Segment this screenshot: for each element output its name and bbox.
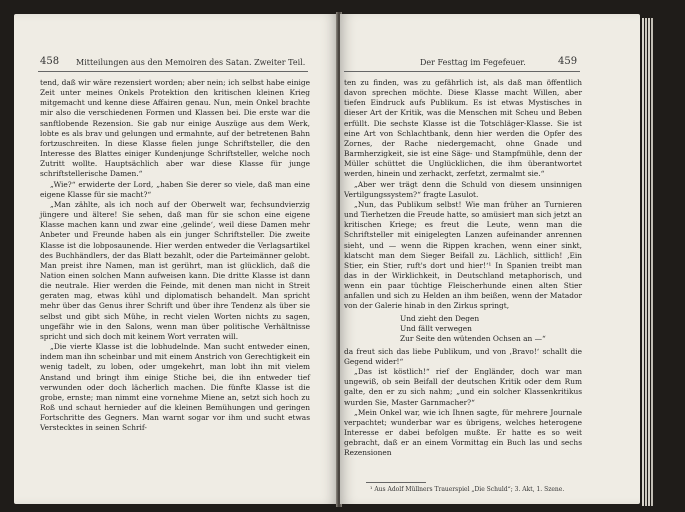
page-edge <box>651 18 653 506</box>
paragraph: „Die vierte Klasse ist die lobhudelnde. Man sucht entweder einen, indem man ihn scheinbar und mit einem Anstrich von Gerechtigkeit ein wenig tadelt, zu loben, oder umgekehrt, man lobt ihn mit vielem Anstand und bringt ihm einige Stiche bei, die ihn entweder tief verwunden oder doch lächerlich machen. Die fünfte Klasse ist die grobe, ernste; man nimmt eine vornehme Miene an, setzt sich hoch zu Roß und schaut hernieder auf die kleinen Bemühungen und geringen Fortschritte des Gegners. Man warnt sogar vor ihm und sucht etwas Verstecktes in seinen Schrif- <box>40 342 310 433</box>
left-page <box>14 14 338 504</box>
paragraph: „Nun, das Publikum selbst! Wie man früher an Turnieren und Tierhetzen die Freude hatte, so amüsiert man sich jetzt an kritischen Kriege; es freut die Leute, wenn man die Schriftsteller mit einigelegten Lanzen aufeinander anrennen sieht, und — wenn die Rippen krachen, wenn einer sinkt, klatscht man dem Sieger Beifall zu. Lächlich, sittlich! ‚Ein Stier, ein Stier, ruft's dort und hier!‘¹ In Spanien treibt man das in der Wirklichkeit, in Deutschland metaphorisch, und wenn ein paar tüchtige Fleischerhunde einen alten Stier anfallen und sich zu Helden an ihm beißen, wenn der Matador von der Galerie hinab in den Zirkus springt, <box>344 199 582 311</box>
header-rule-left <box>38 71 308 72</box>
left-page-text <box>40 78 310 433</box>
verse-line: Und zieht den Degen <box>400 313 480 323</box>
verse-block <box>400 314 582 345</box>
page-number-left: 458 <box>40 56 60 67</box>
paragraph: „Aber wer trägt denn die Schuld von diesem unsinnigen Vertilgungssystem?“ fragte Lasulot. <box>344 179 582 199</box>
page-number-right: 459 <box>558 56 578 67</box>
verse-line: Und fällt verwegen <box>400 324 472 333</box>
page-edge <box>642 18 644 506</box>
paragraph: „Mein Onkel war, wie ich Ihnen sagte, für mehrere Journale verpachtet; wunderbar war es übrigens, welches heterogene Interesse er dabei befolgen mußte. Er hatte es so weit gebracht, daß er an einem Vormittag ein Buch las und sechs Rezensionen <box>344 407 582 458</box>
page-edge <box>648 18 650 506</box>
header-rule-right <box>344 71 580 72</box>
footnote: ¹ Aus Adolf Müllners Trauerspiel „Die Schuld“; 3. Akt, 1. Szene. <box>370 486 565 493</box>
footnote-rule <box>366 482 426 483</box>
paragraph: ten zu finden, was zu gefährlich ist, als daß man öffentlich davon sprechen möchte. Diese Klasse macht Willen, aber tiefen Eindruck aufs Publikum. Es ist etwas Mystisches in dieser Art der Kritik, was die Menschen mit Scheu und Beben erfüllt. Die sechste Klasse ist die Totschläger-Klasse. Sie ist eine Art von Schlachtbank, denn hier werden die Opfer des Zornes, der Rache niedergemacht, ohne Gnade und Barmherzigkeit, sie ist eine Säge- und Stampfmühle, denn der Müller schüttet die Unglücklichen, die ihm überantwortet werden, hinein und zerhackt, zerfetzt, zermalmt sie.“ <box>344 78 582 179</box>
running-head-right: Der Festtag im Fegefeuer. <box>420 58 526 67</box>
paragraph: „Man zählte, als ich noch auf der Oberwelt war, fechsundvierzig jüngere und ältere! Sie sehen, daß man für sie schon eine eigene Klasse machen kann und zwar eine ‚gelinde‘, weil diese Damen mehr Anbeter und Freunde haben als ein junger Schriftsteller. Die zweite Klasse ist die lobposaunende. Hier werden entweder die Verlagsartikel des Buchhändlers, der das Blatt bezahlt, oder die Parteimänner gelobt. Man preist ihre Namen, man ist gerührt, man ist glücklich, daß die Nation einen solchen Mann aufweisen kann. Die dritte Klasse ist dann die neutrale. Hier werden die Feinde, mit denen man nicht in Streit geraten mag, etwas kühl und diplomatisch behandelt. Man spricht mehr über das Genus ihrer Schrift und über ihre Tendenz als über sie selbst und gibt sich Mühe, in recht vielen Worten nichts zu sagen, ungefähr wie in den Salons, wenn man über politische Verhältnisse spricht und sich doch mit keinem Wort verraten will. <box>40 199 310 341</box>
paragraph: „Das ist köstlich!“ rief der Engländer, doch war man ungewiß, ob sein Beifall der deutschen Kritik oder dem Rum galte, den er zu sich nahm; „und ein solcher Klassenkritikus wurden Sie, Master Garnmacher?“ <box>344 367 582 407</box>
right-page <box>340 14 640 504</box>
right-page-text <box>344 78 582 459</box>
paragraph: tend, daß wir wäre rezensiert worden; aber nein; ich selbst habe einige Zeit unter meines Onkels Protektion den kritischen kleinen Krieg mitgemacht und kenne diese Affairen genau. Nun, mein Onkel brachte mir also die verschiedenen Formen und Klassen bei. Die erste war die sanftlobende Rezension. Sie gab nur einige Auszüge aus dem Werk, lobte es als brav und gelungen und ermahnte, auf der betretenen Bahn fortzuschreiten. In diese Klasse fielen junge Schriftsteller, die den Interesse des Blattes einiger Kundenjunge Schriftsteller, welche noch Zutritt wollte. Hauptsächlich aber war diese Klasse für junge schriftstellerische Damen.“ <box>40 78 310 179</box>
paragraph: da freut sich das liebe Publikum, und von ‚Bravo!‘ schallt die Gegend wider!“ <box>344 346 582 366</box>
running-head-left: Mitteilungen aus den Memoiren des Satan. Zweiter Teil. <box>76 58 306 67</box>
verse-line: Zur Seite den wütenden Ochsen an —“ <box>400 334 546 344</box>
page-edge <box>645 18 647 506</box>
paragraph: „Wie?“ erwiderte der Lord, „haben Sie derer so viele, daß man eine eigene Klasse für sie macht?“ <box>40 179 310 199</box>
